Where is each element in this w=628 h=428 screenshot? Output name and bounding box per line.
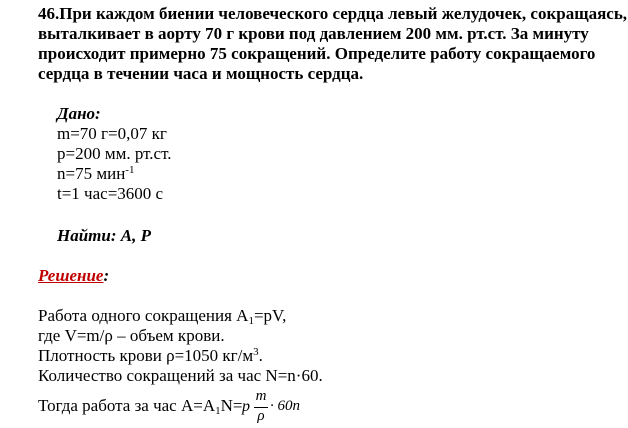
formula-denominator: ρ — [257, 408, 265, 424]
formula-p: p — [242, 398, 250, 415]
solution-line-3-sup: 3 — [253, 346, 259, 358]
given-heading: Дано: — [57, 104, 101, 123]
formula-tail: · 60n — [270, 398, 300, 414]
formula-numerator: m — [255, 388, 267, 404]
problem-line-1: 46.При каждом биении человеческого сердца левый желудочек, сокращаясь, — [38, 4, 628, 23]
solution-line-3-a: Плотность крови ρ=1050 кг/м — [38, 346, 254, 365]
problem-line-4: сердца в течении часа и мощность сердца. — [38, 64, 364, 83]
solution-line-1-b: =pV, — [253, 306, 287, 325]
find-line: Найти: А, Р — [57, 226, 151, 245]
solution-line-1 — [38, 306, 286, 326]
problem-line-2: выталкивает в аорту 70 г крови под давлением 200 мм. рт.ст. За минуту — [38, 24, 589, 43]
solution-line-5-sub: 1 — [215, 405, 221, 417]
given-rate-main: n=75 мин — [57, 164, 126, 183]
solution-line-3-b: . — [258, 346, 263, 365]
solution-heading — [38, 266, 109, 286]
solution-heading-word: Решение — [38, 266, 104, 285]
given-pressure: р=200 мм. рт.ст. — [57, 144, 172, 163]
solution-line-1-a: Работа одного сокращения А — [38, 306, 249, 325]
solution-heading-colon: : — [103, 266, 110, 285]
solution-line-4: Количество сокращений за час N=n·60. — [38, 366, 323, 385]
given-rate — [57, 164, 134, 184]
solution-line-5-a: Тогда работа за час А=А — [38, 396, 216, 415]
solution-line-5-b: N= — [220, 396, 243, 415]
solution-line-3 — [38, 346, 263, 366]
solution-line-5 — [38, 396, 243, 416]
solution-line-1-sub: 1 — [248, 315, 254, 327]
given-rate-sup: -1 — [125, 164, 135, 176]
given-mass: m=70 г=0,07 кг — [57, 124, 167, 143]
solution-line-2: где V=m/ρ – объем крови. — [38, 326, 225, 345]
given-time: t=1 час=3600 с — [57, 184, 164, 203]
problem-line-3: происходит примерно 75 сокращений. Определите работу сокращаемого — [38, 44, 596, 63]
